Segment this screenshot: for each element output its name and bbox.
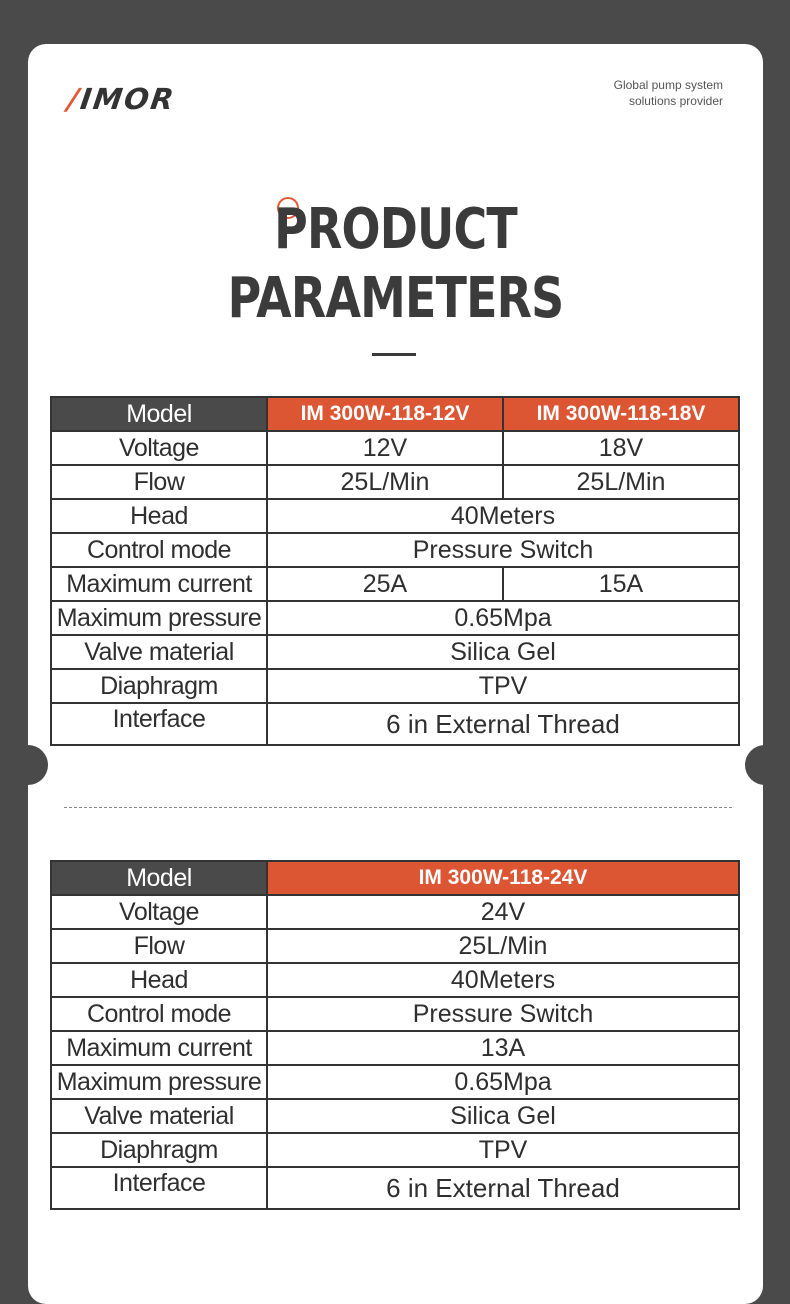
row-label: Interface <box>51 703 267 745</box>
table-row <box>51 601 739 635</box>
row-label: Interface <box>51 1167 267 1209</box>
header-model: IM 300W-118-24V <box>267 861 739 895</box>
row-label: Maximum current <box>51 1031 267 1065</box>
table-header-row <box>51 397 739 431</box>
row-label: Diaphragm <box>51 1133 267 1167</box>
spec-table-24v <box>50 860 740 1210</box>
table-row <box>51 1167 739 1209</box>
cell-value: 25L/Min <box>267 465 503 499</box>
cell-value: 24V <box>267 895 739 929</box>
row-label: Voltage <box>51 895 267 929</box>
cell-value: 40Meters <box>267 963 739 997</box>
row-label: Flow <box>51 929 267 963</box>
row-label: Control mode <box>51 533 267 567</box>
cell-value: Pressure Switch <box>267 997 739 1031</box>
cell-value: 0.65Mpa <box>267 1065 739 1099</box>
row-label: Maximum current <box>51 567 267 601</box>
cell-value: 12V <box>267 431 503 465</box>
cell-value: 15A <box>503 567 739 601</box>
cell-value: 25A <box>267 567 503 601</box>
table-header-row <box>51 861 739 895</box>
row-label: Maximum pressure <box>51 1065 267 1099</box>
table-row <box>51 1133 739 1167</box>
row-label: Control mode <box>51 997 267 1031</box>
row-label: Valve material <box>51 1099 267 1133</box>
table-row <box>51 499 739 533</box>
table-row <box>51 963 739 997</box>
title-underline <box>372 353 416 356</box>
tagline-line-1: Global pump system <box>613 78 723 92</box>
cell-value: TPV <box>267 669 739 703</box>
table-row <box>51 567 739 601</box>
spec-table-12v-18v <box>50 396 740 746</box>
cell-value: 25L/Min <box>503 465 739 499</box>
table-row <box>51 895 739 929</box>
table-row <box>51 1099 739 1133</box>
table-row <box>51 635 739 669</box>
cell-value: 18V <box>503 431 739 465</box>
row-label: Voltage <box>51 431 267 465</box>
row-label: Head <box>51 499 267 533</box>
table-row <box>51 997 739 1031</box>
row-label: Diaphragm <box>51 669 267 703</box>
header-model-a: IM 300W-118-12V <box>267 397 503 431</box>
cell-value: 6 in External Thread <box>267 703 739 745</box>
logo-mark-icon: / <box>65 82 83 116</box>
row-label: Valve material <box>51 635 267 669</box>
cell-value: Silica Gel <box>267 635 739 669</box>
brand-tagline <box>614 77 723 109</box>
header-model-label: Model <box>51 861 267 895</box>
parameters-card <box>28 44 763 1304</box>
table-row <box>51 1031 739 1065</box>
cell-value: 6 in External Thread <box>267 1167 739 1209</box>
page-title-line-1: PRODUCT <box>274 197 517 262</box>
cell-value: TPV <box>267 1133 739 1167</box>
table-row <box>51 929 739 963</box>
cell-value: 13A <box>267 1031 739 1065</box>
tagline-line-2: solutions provider <box>628 94 723 108</box>
cell-value: 40Meters <box>267 499 739 533</box>
cell-value: Silica Gel <box>267 1099 739 1133</box>
divider-notch-right <box>745 745 785 785</box>
brand-logo <box>66 82 178 116</box>
row-label: Flow <box>51 465 267 499</box>
table-row <box>51 465 739 499</box>
logo-text: IMOR <box>78 82 178 116</box>
cell-value: Pressure Switch <box>267 533 739 567</box>
section-divider <box>64 807 732 808</box>
table-row <box>51 533 739 567</box>
header-model-b: IM 300W-118-18V <box>503 397 739 431</box>
row-label: Head <box>51 963 267 997</box>
cell-value: 0.65Mpa <box>267 601 739 635</box>
header-model-label: Model <box>51 397 267 431</box>
divider-notch-left <box>8 745 48 785</box>
row-label: Maximum pressure <box>51 601 267 635</box>
table-row <box>51 431 739 465</box>
cell-value: 25L/Min <box>267 929 739 963</box>
table-row <box>51 1065 739 1099</box>
table-row <box>51 703 739 745</box>
table-row <box>51 669 739 703</box>
page-title-line-2: PARAMETERS <box>227 266 564 331</box>
